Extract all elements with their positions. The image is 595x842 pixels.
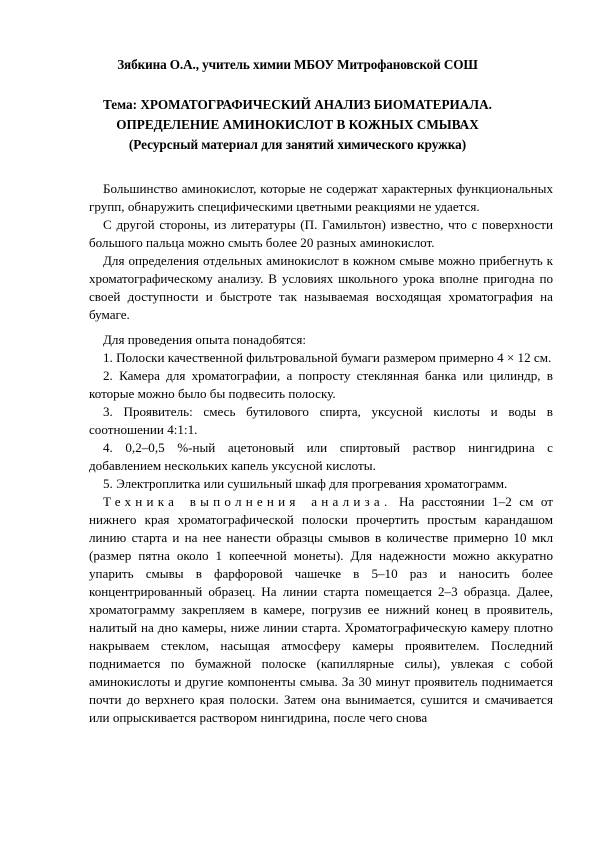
materials-item-1: 1. Полоски качественной фильтровальной бумаги размером примерно 4 × 12 см. <box>103 350 552 365</box>
materials-item-5: 5. Электроплитка или сушильный шкаф для прогревания хроматограмм. <box>103 476 508 491</box>
author-line: Зябкина О.А., учитель химии МБОУ Митрофановской СОШ <box>117 57 478 72</box>
intro-paragraph-1: Большинство аминокислот, которые не содержат характерных функциональных групп, обнаружить специфическими цветными реакциями не удается. <box>89 181 553 214</box>
technique-text: На расстоянии 1–2 см от нижнего края хроматографической полоски прочертить простым карандашом линию старта и на нее нанести образцы смывов в количестве примерно 10 мкл (размер пятна около 1 копеечной монеты). Для надежности можно аккуратно упарить смывы в фарфоровой чашечке в 5–10 раз и наносить более концентрированный образец. На линии старта помещается 2–3 образца. Далее, хроматограмму закрепляем в камере, погрузив ее нижний конец в проявитель, налитый на дно камеры, ниже линии старта. Хроматографическую камеру плотно накрываем стеклом, насыщая атмосферу камеры проявителем. Последний поднимается по бумажной полоске (капиллярные силы), увлекая с собой аминокислоты и другие компоненты смыва. За 30 минут проявитель поднимается почти до верхнего края полоски. Затем она вынимается, сушится и смачивается или опрыскивается раствором нингидрина, после чего снова <box>89 494 554 725</box>
body-text <box>89 180 553 727</box>
materials-item-4: 4. 0,2–0,5 %-ный ацетоновый или спиртовый раствор нингидрина с добавлением нескольких капель уксусной кислоты. <box>89 440 553 473</box>
subtitle: (Ресурсный материал для занятий химического кружка) <box>128 137 467 152</box>
title-line-2: ОПРЕДЕЛЕНИЕ АМИНОКИСЛОТ В КОЖНЫХ СМЫВАХ <box>116 117 479 132</box>
materials-item-2: 2. Камера для хроматографии, а попросту стеклянная банка или цилиндр, в которые можно было бы подвесить полоску. <box>89 368 553 401</box>
materials-heading: Для проведения опыта понадобятся: <box>103 332 307 347</box>
technique-paragraph <box>89 493 553 727</box>
intro-paragraph-3: Для определения отдельных аминокислот в кожном смыве можно прибегнуть к хроматографическому анализу. В условиях школьного урока вполне пригодна по своей доступности и быстроте так называемая восходящая хроматография на бумаге. <box>89 253 553 322</box>
intro-paragraph-2: С другой стороны, из литературы (П. Гамильтон) известно, что с поверхности большого пальца можно смыть более 20 разных аминокислот. <box>89 217 553 250</box>
materials-item-3: 3. Проявитель: смесь бутилового спирта, уксусной кислоты и воды в соотношении 4:1:1. <box>89 404 553 437</box>
technique-label: Техника выполнения анализа. <box>103 494 392 509</box>
title-block <box>0 95 595 155</box>
title-line-1: Тема: ХРОМАТОГРАФИЧЕСКИЙ АНАЛИЗ БИОМАТЕРИАЛА. <box>103 97 492 112</box>
